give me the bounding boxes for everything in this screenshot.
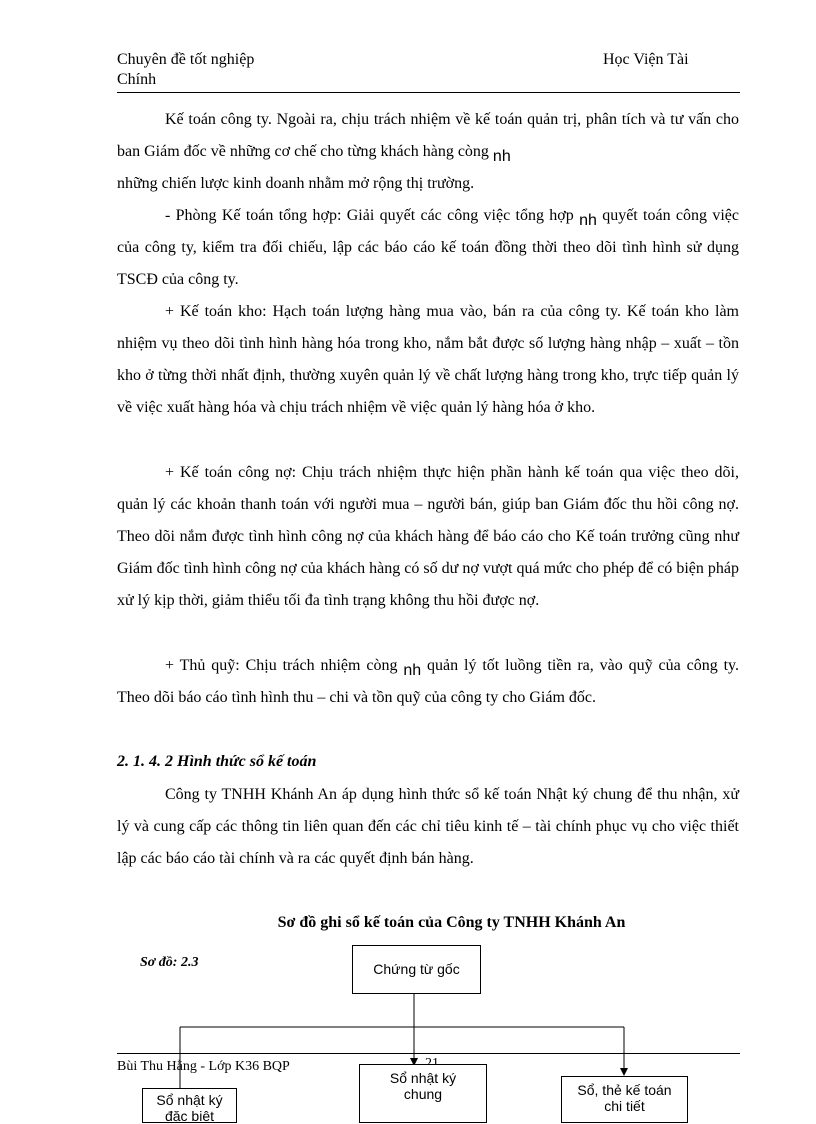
- box-special-journal-line2: đặc biệt: [164, 1108, 215, 1124]
- paragraph-intro-text: Kế toán công ty. Ngoài ra, chịu trách nhiệm về kế toán quản trị, phân tích và tư vấn cho ban Giám đốc về những cơ chế cho từng khách hàng còng: [117, 111, 739, 160]
- paragraph-cashier-text-2: quản lý tốt luồng tiền ra, vào quỹ của công ty. Theo dõi báo cáo tình hình thu – chi và tồn quỹ của công ty cho Giám đốc.: [117, 657, 740, 706]
- box-special-journal-line1: Sổ nhật ký: [156, 1092, 223, 1108]
- section-heading: 2. 1. 4. 2 Hình thức sổ kế toán: [117, 753, 317, 770]
- fragment-nh-3: nh: [403, 662, 422, 679]
- box-general-journal-line1: Sổ nhật ký: [389, 1070, 457, 1086]
- footer-rule: [117, 1053, 740, 1054]
- section-paragraph: Công ty TNHH Khánh An áp dụng hình thức sổ kế toán Nhật ký chung để thu nhận, xử lý và cung cấp các thông tin liên quan đến các chỉ tiêu kinh tế – tài chính phục vụ cho việc thiết lập các báo cáo tài chính và ra các quyết định bán hàng.: [117, 786, 739, 867]
- box-special-journal: [142, 1088, 237, 1123]
- diagram-title: Sơ đồ ghi sổ kế toán của Công ty TNHH Khánh An: [277, 914, 626, 931]
- footer-author: Bùi Thu Hằng - Lớp K36 BQP: [117, 1059, 290, 1074]
- header-left-line1: Chuyên đề tốt nghiệp: [117, 51, 255, 68]
- box-detail-ledger-line2: chi tiết: [604, 1098, 645, 1114]
- box-source-documents: [352, 945, 481, 994]
- paragraph-intro-end: những chiến lược kinh doanh nhằm mở rộng thị trường.: [117, 175, 475, 192]
- fragment-nh: nh: [492, 148, 511, 165]
- paragraph-receivables: + Kế toán công nợ: Chịu trách nhiệm thực hiện phần hành kế toán qua việc theo dõi, quản lý các khoản thanh toán với người mua – người bán, giúp ban Giám đốc thu hồi công nợ. Theo dõi nắm được tình hình công nợ của khách hàng để báo cáo cho Kế toán trưởng cũng như Giám đốc tình hình công nợ của khách hàng có số dư nợ vượt quá mức cho phép để có biện pháp xử lý kịp thời, giảm thiểu tối đa tình trạng không thu hồi được nợ.: [117, 464, 739, 609]
- paragraph-warehouse: + Kế toán kho: Hạch toán lượng hàng mua vào, bán ra của công ty. Kế toán kho làm nhiệm vụ theo dõi tình hình hàng hóa trong kho, nắm bắt được số lượng hàng nhập – xuất – tồn kho ở từng thời nhất định, thường xuyên quản lý về chất lượng hàng trong kho, trực tiếp quản lý về việc xuất hàng hóa và chịu trách nhiệm về việc quản lý hàng hóa ở kho.: [117, 303, 739, 416]
- paragraph-general-text: - Phòng Kế toán tổng hợp: Giải quyết các công việc tổng hợp: [165, 207, 574, 224]
- box-detail-ledger: [561, 1076, 688, 1123]
- paragraph-general-text-2: quyết toán công việc của công ty, kiểm tra đối chiếu, lập các báo cáo kế toán đồng thời theo dõi tình hình sử dụng TSCĐ của công ty.: [117, 207, 740, 288]
- box-detail-ledger-line1: Sổ, thẻ kế toán: [577, 1082, 672, 1098]
- box-general-journal: [359, 1064, 487, 1123]
- fragment-nh-2: nh: [579, 212, 597, 229]
- box-source-documents-label: Chứng từ gốc: [373, 961, 460, 977]
- paragraph-cashier-text: + Thủ quỹ: Chịu trách nhiệm còng: [165, 657, 398, 674]
- header-right: Học Viện Tài: [603, 51, 689, 68]
- header-left-line2: Chính: [117, 71, 157, 88]
- diagram-label: Sơ đồ: 2.3: [140, 955, 199, 970]
- box-general-journal-line2: chung: [403, 1086, 443, 1102]
